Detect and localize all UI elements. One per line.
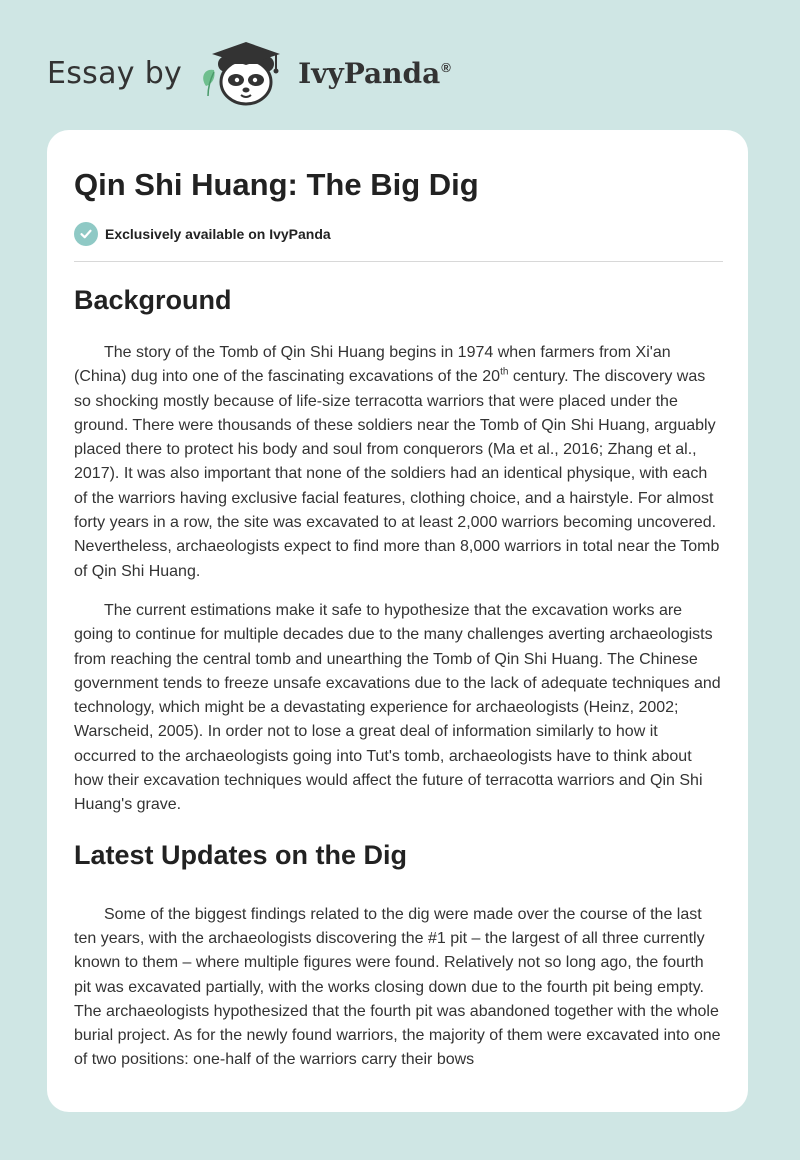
exclusive-badge <box>74 222 331 246</box>
paragraph: The current estimations make it safe to hypothesize that the excavation works are going to continue for multiple decades due to the many challenges averting archaeologists from reaching the central tomb and unearthing the Tomb of Qin Shi Huang. The Chinese government tends to freeze unsafe excavations due to the lack of adequate techniques and technology, which might be a devastating experience for archaeologists (Heinz, 2002; Warscheid, 2005). In order not to lose a great deal of information similarly to how it occurred to the archaeologists going into Tut's tomb, archaeologists have to think about how their excavation techniques would affect the future of terracotta warriors and Qin Shi Huang's grave. <box>74 601 721 814</box>
essay-card <box>47 130 748 1112</box>
brand-name: IvyPanda® <box>298 56 451 90</box>
essay-body <box>74 280 724 1073</box>
divider <box>74 261 723 262</box>
check-circle-icon <box>74 222 98 246</box>
section-heading-latest-updates: Latest Updates on the Dig <box>74 839 408 870</box>
section-heading-background: Background <box>74 285 232 315</box>
exclusive-label: Exclusively available on IvyPanda <box>105 226 331 242</box>
paragraph: The story of the Tomb of Qin Shi Huang begins in 1974 when farmers from Xi'an (China) dug into one of the fascinating excavations of the 20th century. The discovery was so shocking mostly because of life-size terracotta warriors that were placed under the ground. There were thousands of these soldiers near the Tomb of Qin Shi Huang, arguably placed there to protect his body and soul from conquerors (Ma et al., 2016; Zhang et al., 2017). It was also important that none of the soldiers had an identical physique, with each of the warriors having exclusive facial features, clothing choice, and a hairstyle. For almost forty years in a row, the site was excavated to at least 2,000 warriors becoming uncovered. Nevertheless, archaeologists expect to find more than 8,000 warriors in total near the Tomb of Qin Shi Huang. <box>74 344 720 580</box>
page-title: Qin Shi Huang: The Big Dig <box>74 167 479 202</box>
paragraph: Some of the biggest findings related to the dig were made over the course of the last ten years, with the archaeologists discovering the #1 pit – the largest of all three currently known to them – where multiple figures were found. Relatively not so long ago, the fourth pit was excavated partially, with the works closing down due to the fourth pit being empty. The archaeologists hypothesized that the fourth pit was abandoned together with the whole burial project. As for the newly found warriors, the majority of them were excavated into one of two positions: one-half of the warriors carry their bows <box>74 905 721 1069</box>
panda-graduate-icon <box>196 38 296 108</box>
registered-mark: ® <box>441 60 451 76</box>
brand-header <box>47 38 451 108</box>
brand-prefix: Essay by <box>47 55 183 91</box>
